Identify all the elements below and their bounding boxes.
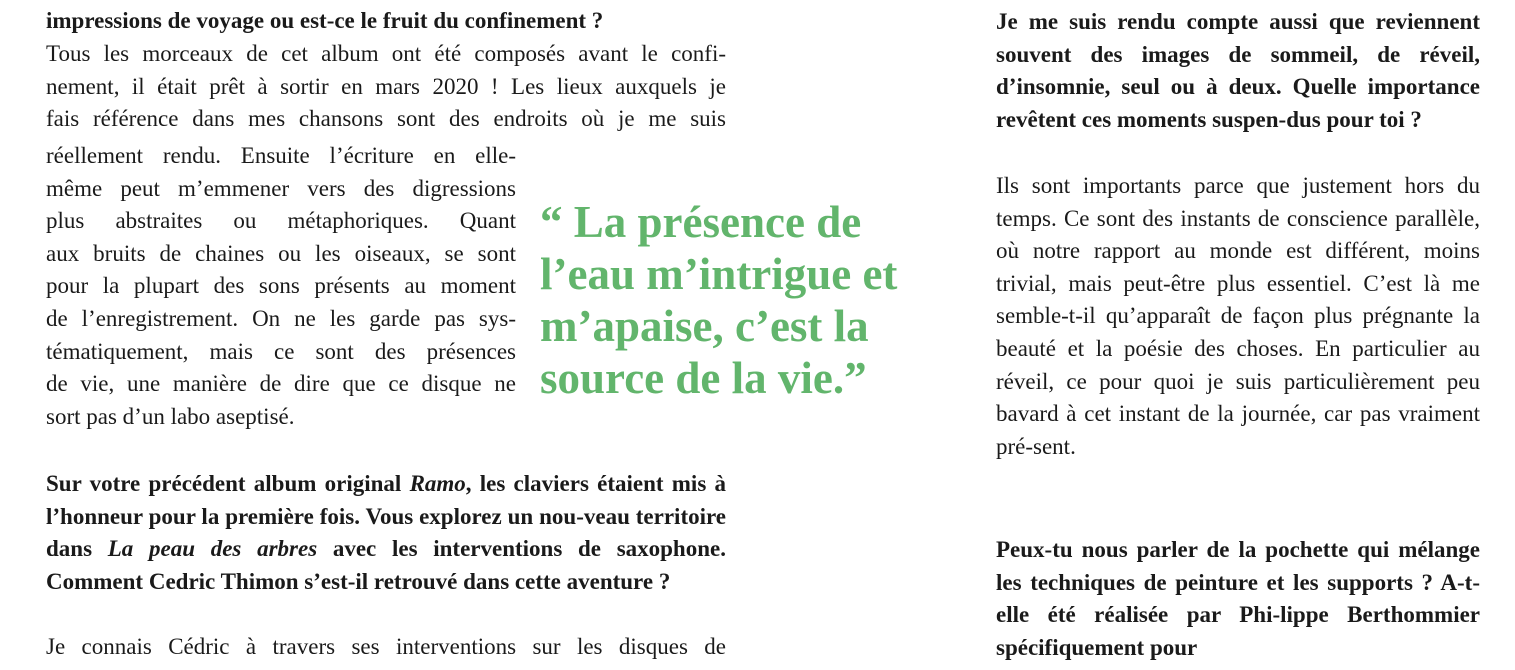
- question-ramo: [46, 468, 726, 598]
- answer-line: Tous les morceaux de cet album ont été composés avant le confi-: [46, 41, 726, 66]
- album-title-ramo: Ramo: [409, 471, 466, 496]
- question-text: , les claviers étaient mis à l’honneur pour la première fois. Vous explorez un nou-veau territoire dans: [46, 471, 727, 562]
- answer-sommeil: Ils sont importants parce que justement hors du temps. Ce sont des instants de conscience parallèle, où notre rapport au monde est différent, moins trivial, mais peut-être plus essentiel. C’est là me semble-t-il qu’apparaît de façon plus prégnante la beauté et la poésie des choses. En particulier au réveil, ce pour quoi je suis particulièrement peu bavard à cet instant de la journée, car pas vraiment pré-sent.: [996, 173, 1480, 459]
- answer-line: aux bruits de chaines ou les oiseaux, se sont: [46, 240, 516, 266]
- question-text: Sur votre précédent album original: [46, 471, 410, 496]
- answer-line: réellement rendu. Ensuite l’écriture en elle-: [46, 143, 516, 168]
- answer-line: tématiquement, mais ce sont des présences: [46, 338, 516, 364]
- answer-line: plus abstraites ou métaphoriques. Quant: [46, 208, 516, 234]
- question-text: avec les interventions de saxophone. Comment Cedric Thimon s’est-il retrouvé dans cette aventure ?: [46, 536, 726, 594]
- answer-narrow-lines: [46, 140, 516, 433]
- question-sommeil: Je me suis rendu compte aussi que reviennent souvent des images de sommeil, de réveil, d’insomnie, seul ou à deux. Quelle importance revêtent ces moments suspen-dus pour toi ?: [996, 9, 1480, 132]
- pull-quote-line: m’apaise, c’est la: [540, 301, 869, 351]
- album-title-peau-des-arbres: La peau des arbres: [107, 536, 318, 562]
- question-tail: [46, 5, 726, 38]
- pull-quote: [540, 196, 960, 404]
- pull-quote-line: source de la vie.”: [540, 353, 867, 403]
- question-pochette: Peux-tu nous parler de la pochette qui mélange les techniques de peinture et les supports ? A-t-elle été réalisée par Phi-lippe Berthommier spécifiquement pour: [996, 537, 1480, 660]
- answer-line: de l’enregistrement. On ne les garde pas sys-: [46, 305, 516, 331]
- answer-line: fais référence dans mes chansons sont des endroits où je me suis: [46, 106, 726, 132]
- answer-wide-lines: [46, 38, 726, 136]
- answer-line: même peut m’emmener vers des digressions: [46, 175, 516, 201]
- pull-quote-line: l’eau m’intrigue et: [540, 249, 898, 299]
- question-tail-text: impressions de voyage ou est-ce le fruit du confinement ?: [46, 8, 604, 33]
- pull-quote-line: “ La présence de: [540, 197, 862, 247]
- answer-line: Je connais Cédric à travers ses interventions sur les disques de: [46, 634, 726, 659]
- answer-line: de vie, une manière de dire que ce disque ne: [46, 371, 516, 397]
- answer-line: pour la plupart des sons présents au moment: [46, 273, 516, 299]
- answer-line: sort pas d’un labo aseptisé.: [46, 403, 295, 429]
- answer-start: [46, 631, 726, 664]
- answer-line: nement, il était prêt à sortir en mars 2020 ! Les lieux auxquels je: [46, 73, 726, 99]
